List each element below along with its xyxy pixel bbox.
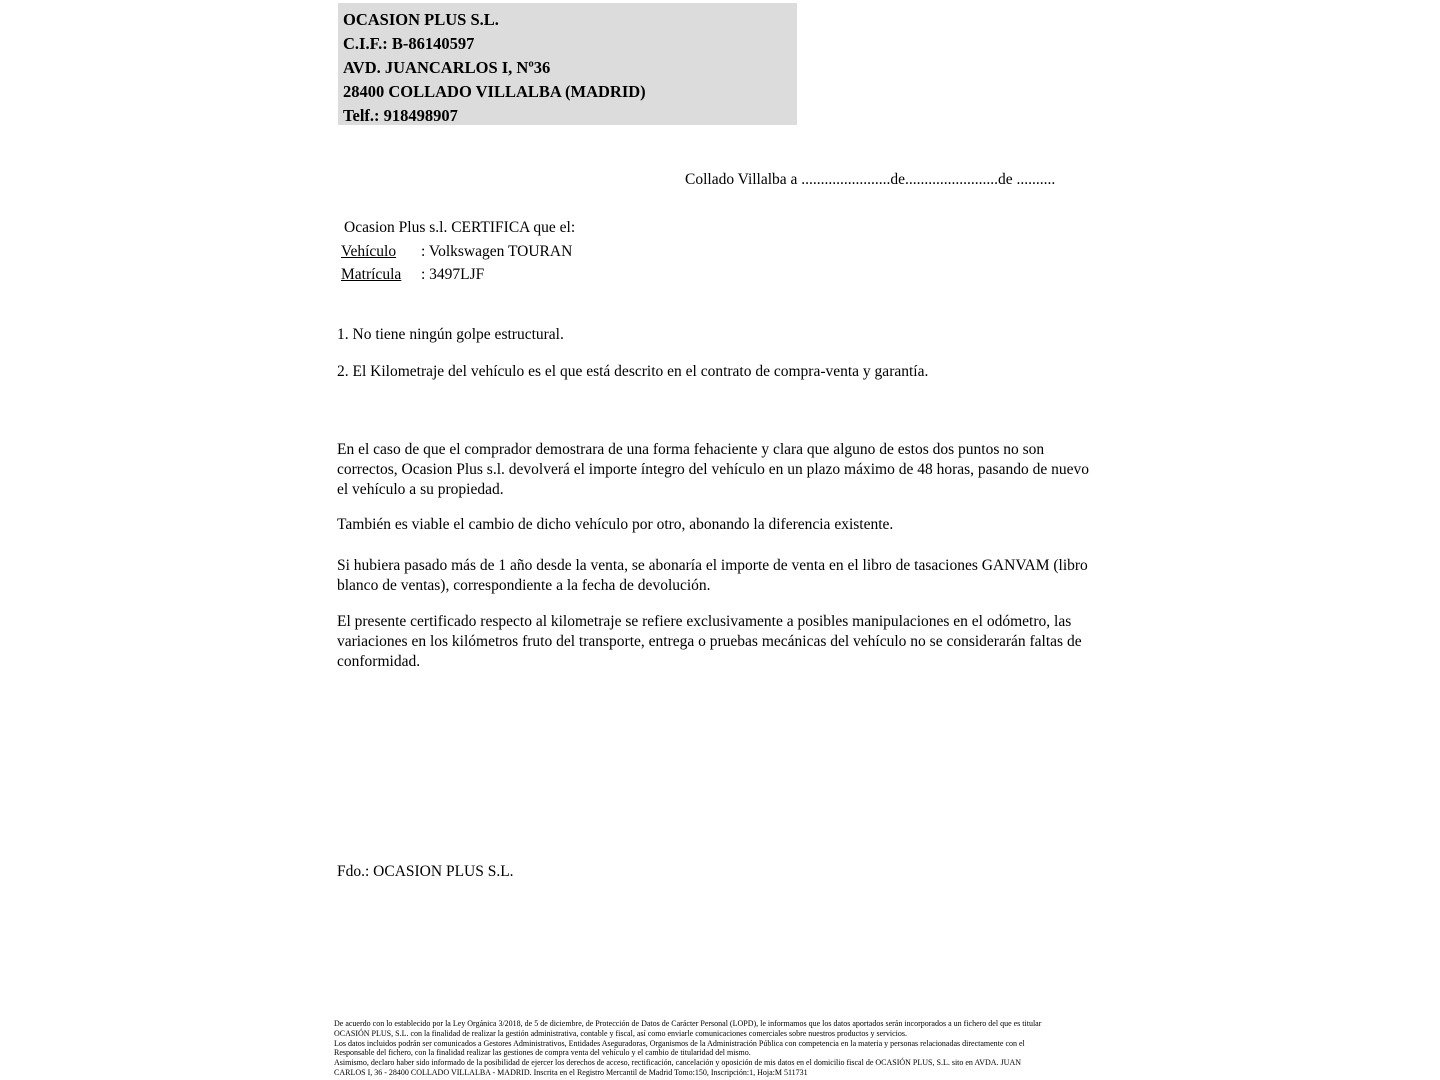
date-line: Collado Villalba a .......................de........................de .......... <box>685 171 1056 188</box>
paragraph-refund-policy: En el caso de que el comprador demostrara de una forma fehaciente y clara que alguno de estos dos puntos no son correctos, Ocasion Plus s.l. devolverá el importe íntegro del vehículo en un plazo máximo de 48 horas, pasando de nuevo el vehículo a su propiedad. <box>337 441 1089 498</box>
legal-line-5: Asimismo, declaro haber sido informado de la posibilidad de ejercer los derechos de acceso, rectificación, cancelación y oposición de mis datos en el domicilio fiscal de OCASIÓN PLUS, S.L. sito en AVDA. JUAN <box>334 1058 1022 1068</box>
condition-point-2: 2. El Kilometraje del vehículo es el que está descrito en el contrato de compra-venta y garantía. <box>337 363 929 380</box>
company-phone: Telf.: 918498907 <box>343 106 458 125</box>
legal-line-3: Los datos incluidos podrán ser comunicados a Gestores Administrativos, Entidades Aseguradoras, Organismos de la Administración Pública con competencia en la materia y personas relacionadas directamente con el <box>334 1038 1025 1048</box>
plate-label: Matrícula <box>341 266 402 283</box>
company-address: AVD. JUANCARLOS I, Nº36 <box>343 58 551 77</box>
legal-line-2: OCASIÓN PLUS, S.L. con la finalidad de realizar la gestión administrativa, contable y fiscal, así como enviarle comunicaciones comerciales sobre nuestros productos y servicios. <box>334 1028 907 1038</box>
company-name: OCASION PLUS S.L. <box>343 10 499 29</box>
vehicle-label: Vehículo <box>341 242 397 260</box>
paragraph-exchange-option: También es viable el cambio de dicho vehículo por otro, abonando la diferencia existente. <box>337 516 894 533</box>
legal-line-4: Responsable del fichero, con la finalidad realizar las gestiones de compra venta del vehículo y el cambio de titularidad del mismo. <box>334 1048 751 1058</box>
paragraph-odometer-disclaimer: El presente certificado respecto al kilometraje se refiere exclusivamente a posibles manipulaciones en el odómetro, las variaciones en los kilómetros fruto del transporte, entrega o pruebas mecánicas del vehículo no se considerarán faltas de conformidad. <box>337 613 1082 670</box>
certify-intro: Ocasion Plus s.l. CERTIFICA que el: <box>344 219 576 236</box>
company-city: 28400 COLLADO VILLALBA (MADRID) <box>343 82 646 101</box>
signature-line: Fdo.: OCASION PLUS S.L. <box>337 863 514 880</box>
paragraph-ganvam-valuation: Si hubiera pasado más de 1 año desde la venta, se abonaría el importe de venta en el libro de tasaciones GANVAM (libro blanco de ventas), correspondiente a la fecha de devolución. <box>337 557 1088 594</box>
legal-footer <box>334 1019 1104 1078</box>
certification-block <box>341 216 575 287</box>
vehicle-value: : Volkswagen TOURAN <box>421 242 573 260</box>
company-cif: C.I.F.: B-86140597 <box>343 34 475 53</box>
vehicle-row <box>341 240 575 264</box>
legal-line-6: CARLOS I, 36 - 28400 COLLADO VILLALBA - MADRID. Inscrita en el Registro Mercantil de Madrid Tomo:150, Inscripción:1, Hoja:M 511731 <box>334 1067 808 1077</box>
plate-row <box>341 263 575 287</box>
company-header-box <box>338 3 797 125</box>
legal-line-1: De acuerdo con lo establecido por la Ley Orgánica 3/2018, de 5 de diciembre, de Protección de Datos de Carácter Personal (LOPD), le informamos que los datos aportados serán incorporados a un fichero del que es titular <box>334 1019 1042 1028</box>
condition-point-1: 1. No tiene ningún golpe estructural. <box>337 326 564 343</box>
plate-value: : 3497LJF <box>421 266 485 283</box>
